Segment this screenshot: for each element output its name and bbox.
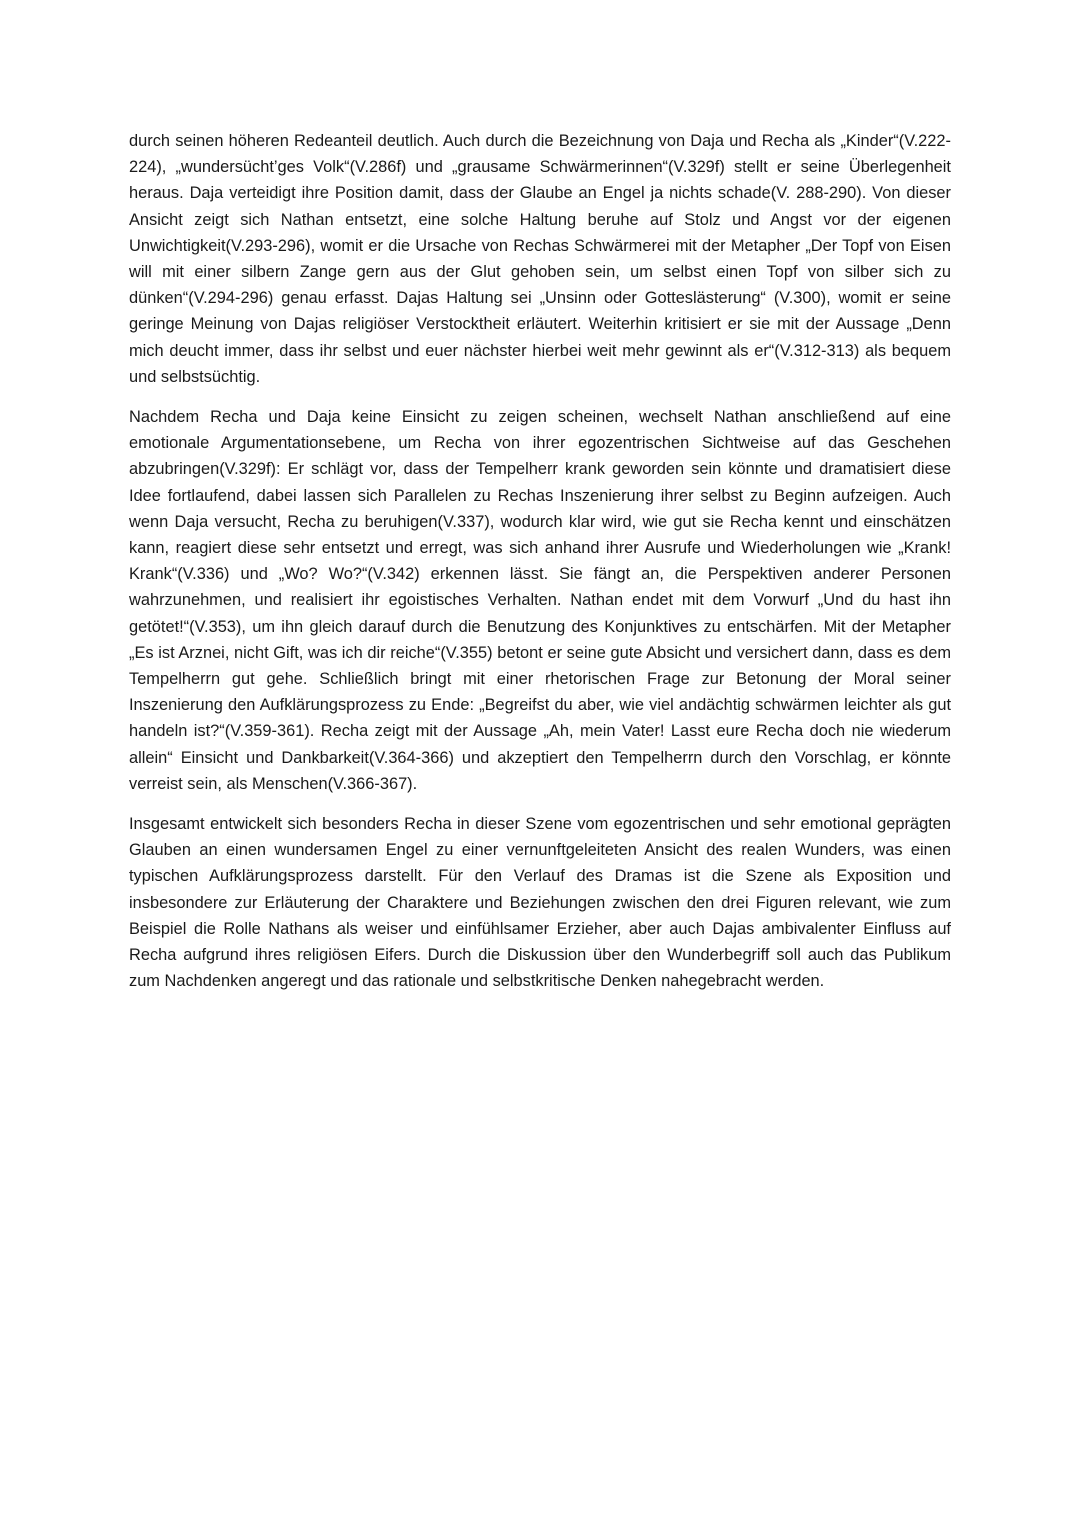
- paragraph-analysis-nathan-dialog: durch seinen höheren Redeanteil deutlich. Auch durch die Bezeichnung von Daja und Recha als „Kinder“(V.222-224), „wundersücht’ges Volk“(V.286f) und „grausame Schwärmerinnen“(V.329f) stellt er seine Überlegenheit heraus. Daja verteidigt ihre Position damit, dass der Glaube an Engel ja nichts schade(V. 288-290). Von dieser Ansicht zeigt sich Nathan entsetzt, eine solche Haltung beruhe auf Stolz und Angst vor der eigenen Unwichtigkeit(V.293-296), womit er die Ursache von Rechas Schwärmerei mit der Metapher „Der Topf von Eisen will mit einer silbern Zange gern aus der Glut gehoben sein, um selbst einen Topf von silber sich zu dünken“(V.294-296) genau erfasst. Dajas Haltung sei „Unsinn oder Gotteslästerung“ (V.300), womit er seine geringe Meinung von Dajas religiöser Verstocktheit erläutert. Weiterhin kritisiert er sie mit der Aussage „Denn mich deucht immer, dass ihr selbst und euer nächster hierbei weit mehr gewinnt als er“(V.312-313) als bequem und selbstsüchtig.: [129, 132, 951, 386]
- paragraph-conclusion: Insgesamt entwickelt sich besonders Recha in dieser Szene vom egozentrischen und sehr emotional geprägten Glauben an einen wundersamen Engel zu einer vernunftgeleiteten Ansicht des realen Wunders, was einen typischen Aufklärungsprozess darstellt. Für den Verlauf des Dramas ist die Szene als Exposition und insbesondere zur Erläuterung der Charaktere und Beziehungen zwischen den drei Figuren relevant, wie zum Beispiel die Rolle Nathans als weiser und einfühlsamer Erzieher, aber auch Dajas ambivalenter Einfluss auf Recha aufgrund ihres religiösen Eifers. Durch die Diskussion über den Wunderbegriff soll auch das Publikum zum Nachdenken angeregt und das rationale und selbstkritische Denken nahegebracht werden.: [129, 815, 951, 991]
- paragraph-emotional-argumentation: Nachdem Recha und Daja keine Einsicht zu zeigen scheinen, wechselt Nathan anschließend auf eine emotionale Argumentationsebene, um Recha von ihrer egozentrischen Sichtweise auf das Geschehen abzubringen(V.329f): Er schlägt vor, dass der Tempelherr krank geworden sein könnte und dramatisiert diese Idee fortlaufend, dabei lassen sich Parallelen zu Rechas Inszenierung ihrer selbst zu Beginn aufzeigen. Auch wenn Daja versucht, Recha zu beruhigen(V.337), wodurch klar wird, wie gut sie Recha kennt und einschätzen kann, reagiert diese sehr entsetzt und erregt, was sich anhand ihrer Ausrufe und Wiederholungen wie „Krank! Krank“(V.336) und „Wo? Wo?“(V.342) erkennen lässt. Sie fängt an, die Perspektiven anderer Personen wahrzunehmen, und realisiert ihr egoistisches Verhalten. Nathan endet mit dem Vorwurf „Und du hast ihn getötet!“(V.353), um ihn gleich darauf durch die Benutzung des Konjunktives zu entschärfen. Mit der Metapher „Es ist Arznei, nicht Gift, was ich dir reiche“(V.355) betont er seine gute Absicht und versichert dann, dass es dem Tempelherrn gut gehe. Schließlich bringt mit einer rhetorischen Frage zur Betonung der Moral seiner Inszenierung den Aufklärungsprozess zu Ende: „Begreifst du aber, wie viel andächtig schwärmen leichter als gut handeln ist?“(V.359-361). Recha zeigt mit der Aussage „Ah, mein Vater! Lasst eure Recha doch nie wiederum allein“ Einsicht und Dankbarkeit(V.364-366) und akzeptiert den Tempelherrn durch den Vorschlag, er könnte verreist sein, als Menschen(V.366-367).: [129, 408, 951, 793]
- document-page: [129, 128, 951, 1009]
